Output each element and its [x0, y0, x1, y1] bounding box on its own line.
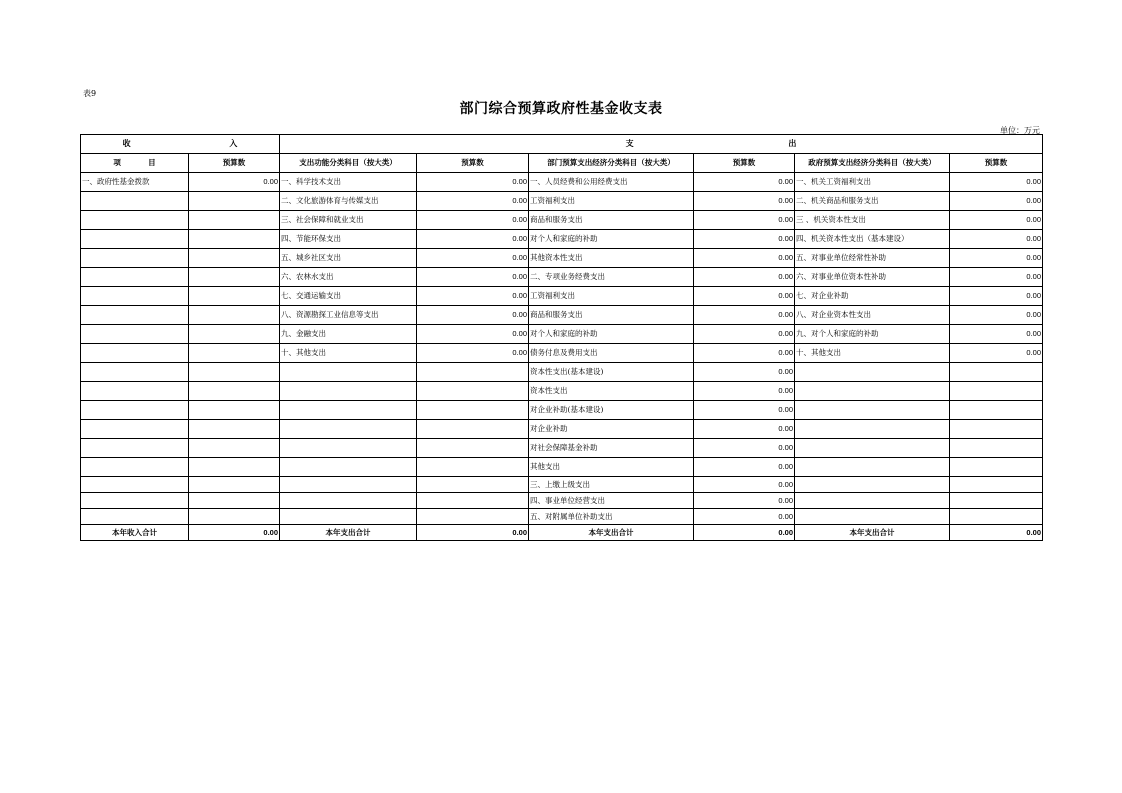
gov-item-cell: [795, 382, 950, 401]
expense-group-header: [280, 135, 1043, 154]
dept-item-cell: 对个人和家庭的补助: [529, 230, 694, 249]
func-value-cell: [417, 458, 529, 477]
func-value-cell: 0.00: [417, 306, 529, 325]
func-item-cell: 八、资源勘探工业信息等支出: [280, 306, 417, 325]
table-row: [81, 420, 1043, 439]
gov-item-cell: 四、机关资本性支出（基本建设）: [795, 230, 950, 249]
income-item-cell: [81, 420, 189, 439]
gov-value-cell: 0.00: [950, 230, 1043, 249]
gov-item-cell: [795, 493, 950, 509]
func-value-cell: [417, 439, 529, 458]
gov-value-cell: 0.00: [950, 344, 1043, 363]
dept-item-cell: 其他支出: [529, 458, 694, 477]
income-item-cell: [81, 382, 189, 401]
income-header-char-a: 收: [122, 139, 131, 148]
gov-item-cell: 九、对个人和家庭的补助: [795, 325, 950, 344]
income-value-cell: [189, 363, 280, 382]
func-value-cell: 0.00: [417, 173, 529, 192]
gov-item-cell: [795, 420, 950, 439]
dept-item-cell: 工资福利支出: [529, 287, 694, 306]
dept-item-cell: 四、事业单位经营支出: [529, 493, 694, 509]
income-value-cell: 0.00: [189, 173, 280, 192]
dept-value-cell: 0.00: [694, 249, 795, 268]
income-total-label: 本年收入合计: [81, 525, 189, 541]
income-item-cell: [81, 287, 189, 306]
func-value-cell: [417, 382, 529, 401]
func-item-cell: 五、城乡社区支出: [280, 249, 417, 268]
income-item-cell: [81, 493, 189, 509]
col-header-func: 支出功能分类科目（按大类）: [280, 154, 417, 173]
dept-item-cell: 对社会保障基金补助: [529, 439, 694, 458]
gov-value-cell: [950, 477, 1043, 493]
dept-value-cell: 0.00: [694, 192, 795, 211]
dept-item-cell: 工资福利支出: [529, 192, 694, 211]
dept-item-cell: 商品和服务支出: [529, 211, 694, 230]
gov-value-cell: 0.00: [950, 211, 1043, 230]
func-value-cell: 0.00: [417, 268, 529, 287]
income-value-cell: [189, 420, 280, 439]
dept-value-cell: 0.00: [694, 493, 795, 509]
income-value-cell: [189, 344, 280, 363]
dept-value-cell: 0.00: [694, 401, 795, 420]
func-value-cell: [417, 363, 529, 382]
gov-value-cell: 0.00: [950, 192, 1043, 211]
gov-value-cell: 0.00: [950, 306, 1043, 325]
gov-value-cell: 0.00: [950, 268, 1043, 287]
table-row: [81, 173, 1043, 192]
func-item-cell: 七、交通运输支出: [280, 287, 417, 306]
dept-item-cell: 三、上缴上级支出: [529, 477, 694, 493]
gov-item-cell: 二、机关商品和服务支出: [795, 192, 950, 211]
income-value-cell: [189, 477, 280, 493]
income-value-cell: [189, 306, 280, 325]
dept-item-cell: 债务付息及费用支出: [529, 344, 694, 363]
income-value-cell: [189, 249, 280, 268]
col-header-budget-4: 预算数: [950, 154, 1043, 173]
table-row: [81, 344, 1043, 363]
func-item-cell: [280, 382, 417, 401]
func-item-cell: [280, 363, 417, 382]
func-item-cell: 三、社会保障和就业支出: [280, 211, 417, 230]
func-value-cell: [417, 509, 529, 525]
gov-total-label: 本年支出合计: [795, 525, 950, 541]
gov-item-cell: [795, 401, 950, 420]
func-item-cell: [280, 420, 417, 439]
dept-value-cell: 0.00: [694, 477, 795, 493]
income-value-cell: [189, 211, 280, 230]
func-value-cell: 0.00: [417, 230, 529, 249]
unit-label: 单位：万元: [1000, 126, 1040, 135]
page-title: 部门综合预算政府性基金收支表: [459, 101, 663, 117]
income-item-cell: [81, 306, 189, 325]
dept-item-cell: 资本性支出: [529, 382, 694, 401]
dept-value-cell: 0.00: [694, 211, 795, 230]
dept-value-cell: 0.00: [694, 382, 795, 401]
income-value-cell: [189, 287, 280, 306]
dept-item-cell: 一、人员经费和公用经费支出: [529, 173, 694, 192]
gov-value-cell: [950, 363, 1043, 382]
gov-item-cell: 三 、机关资本性支出: [795, 211, 950, 230]
gov-value-cell: [950, 401, 1043, 420]
col-header-dept-econ: 部门预算支出经济分类科目（按大类）: [529, 154, 694, 173]
dept-item-cell: 商品和服务支出: [529, 306, 694, 325]
gov-value-cell: 0.00: [950, 173, 1043, 192]
gov-item-cell: [795, 458, 950, 477]
func-item-cell: 六、农林水支出: [280, 268, 417, 287]
dept-item-cell: 其他资本性支出: [529, 249, 694, 268]
table-row: [81, 382, 1043, 401]
gov-item-cell: 五、对事业单位经常性补助: [795, 249, 950, 268]
gov-item-cell: [795, 439, 950, 458]
dept-value-cell: 0.00: [694, 287, 795, 306]
func-total-value: 0.00: [417, 525, 529, 541]
gov-item-cell: 八、对企业资本性支出: [795, 306, 950, 325]
func-item-cell: [280, 401, 417, 420]
income-item-cell: [81, 439, 189, 458]
income-value-cell: [189, 268, 280, 287]
expense-header-char-b: 出: [788, 139, 797, 148]
income-value-cell: [189, 192, 280, 211]
dept-value-cell: 0.00: [694, 363, 795, 382]
income-header-char-b: 入: [229, 139, 238, 148]
table-row: [81, 493, 1043, 509]
table-row: [81, 509, 1043, 525]
income-item-cell: [81, 509, 189, 525]
income-item-cell: [81, 401, 189, 420]
gov-total-value: 0.00: [950, 525, 1043, 541]
income-item-cell: [81, 268, 189, 287]
dept-value-cell: 0.00: [694, 439, 795, 458]
header-row-columns: [81, 154, 1043, 173]
income-item-cell: [81, 325, 189, 344]
table-row: [81, 287, 1043, 306]
gov-item-cell: [795, 509, 950, 525]
dept-value-cell: 0.00: [694, 306, 795, 325]
income-value-cell: [189, 382, 280, 401]
gov-item-cell: 六、对事业单位资本性补助: [795, 268, 950, 287]
dept-item-cell: 资本性支出(基本建设): [529, 363, 694, 382]
income-item-cell: [81, 458, 189, 477]
income-item-cell: [81, 363, 189, 382]
col-header-budget-1: 预算数: [189, 154, 280, 173]
totals-row: [81, 525, 1043, 541]
col-header-gov-econ: 政府预算支出经济分类科目（按大类）: [795, 154, 950, 173]
dept-value-cell: 0.00: [694, 325, 795, 344]
func-total-label: 本年支出合计: [280, 525, 417, 541]
col-header-item-a: 项: [113, 158, 121, 168]
gov-item-cell: [795, 363, 950, 382]
gov-value-cell: [950, 420, 1043, 439]
col-header-item: [81, 154, 189, 173]
table-row: [81, 211, 1043, 230]
dept-value-cell: 0.00: [694, 344, 795, 363]
income-item-cell: [81, 249, 189, 268]
dept-value-cell: 0.00: [694, 268, 795, 287]
income-group-header: [81, 135, 280, 154]
gov-value-cell: [950, 382, 1043, 401]
func-item-cell: [280, 493, 417, 509]
func-value-cell: 0.00: [417, 325, 529, 344]
dept-item-cell: 二、专项业务经费支出: [529, 268, 694, 287]
gov-item-cell: 一、机关工资福利支出: [795, 173, 950, 192]
func-value-cell: [417, 477, 529, 493]
income-item-cell: [81, 211, 189, 230]
income-value-cell: [189, 401, 280, 420]
table-row: [81, 325, 1043, 344]
income-value-cell: [189, 230, 280, 249]
table-row: [81, 439, 1043, 458]
income-value-cell: [189, 458, 280, 477]
func-value-cell: 0.00: [417, 287, 529, 306]
func-item-cell: [280, 509, 417, 525]
func-item-cell: 九、金融支出: [280, 325, 417, 344]
income-item-cell: [81, 477, 189, 493]
dept-item-cell: 五、对附属单位补助支出: [529, 509, 694, 525]
gov-value-cell: 0.00: [950, 325, 1043, 344]
expense-header-char-a: 支: [625, 139, 634, 148]
table-row: [81, 249, 1043, 268]
dept-total-value: 0.00: [694, 525, 795, 541]
table-row: [81, 401, 1043, 420]
dept-item-cell: 对企业补助(基本建设): [529, 401, 694, 420]
table-row: [81, 268, 1043, 287]
gov-value-cell: [950, 509, 1043, 525]
func-item-cell: [280, 458, 417, 477]
dept-value-cell: 0.00: [694, 173, 795, 192]
func-value-cell: [417, 401, 529, 420]
dept-value-cell: 0.00: [694, 420, 795, 439]
income-total-value: 0.00: [189, 525, 280, 541]
func-value-cell: 0.00: [417, 192, 529, 211]
table-row: [81, 306, 1043, 325]
fund-income-expense-table: [80, 134, 1043, 541]
income-value-cell: [189, 509, 280, 525]
income-item-cell: [81, 344, 189, 363]
func-item-cell: [280, 477, 417, 493]
income-item-cell: 一、政府性基金拨款: [81, 173, 189, 192]
income-value-cell: [189, 493, 280, 509]
dept-value-cell: 0.00: [694, 230, 795, 249]
col-header-budget-3: 预算数: [694, 154, 795, 173]
gov-item-cell: 十、其他支出: [795, 344, 950, 363]
dept-item-cell: 对企业补助: [529, 420, 694, 439]
dept-value-cell: 0.00: [694, 458, 795, 477]
func-value-cell: 0.00: [417, 344, 529, 363]
dept-value-cell: 0.00: [694, 509, 795, 525]
table-row: [81, 230, 1043, 249]
header-row-group: [81, 135, 1043, 154]
gov-item-cell: [795, 477, 950, 493]
income-item-cell: [81, 230, 189, 249]
col-header-budget-2: 预算数: [417, 154, 529, 173]
gov-item-cell: 七、对企业补助: [795, 287, 950, 306]
table-row: [81, 363, 1043, 382]
income-value-cell: [189, 439, 280, 458]
func-value-cell: 0.00: [417, 211, 529, 230]
func-item-cell: 四、节能环保支出: [280, 230, 417, 249]
func-value-cell: 0.00: [417, 249, 529, 268]
gov-value-cell: [950, 439, 1043, 458]
func-value-cell: [417, 420, 529, 439]
func-item-cell: 十、其他支出: [280, 344, 417, 363]
income-value-cell: [189, 325, 280, 344]
income-item-cell: [81, 192, 189, 211]
table-row: [81, 192, 1043, 211]
table-number: 表9: [83, 89, 97, 98]
func-value-cell: [417, 493, 529, 509]
table-row: [81, 477, 1043, 493]
dept-total-label: 本年支出合计: [529, 525, 694, 541]
gov-value-cell: 0.00: [950, 287, 1043, 306]
func-item-cell: 一、科学技术支出: [280, 173, 417, 192]
gov-value-cell: [950, 493, 1043, 509]
func-item-cell: 二、文化旅游体育与传媒支出: [280, 192, 417, 211]
gov-value-cell: 0.00: [950, 249, 1043, 268]
table-row: [81, 458, 1043, 477]
gov-value-cell: [950, 458, 1043, 477]
func-item-cell: [280, 439, 417, 458]
dept-item-cell: 对个人和家庭的补助: [529, 325, 694, 344]
col-header-item-b: 目: [148, 158, 156, 168]
